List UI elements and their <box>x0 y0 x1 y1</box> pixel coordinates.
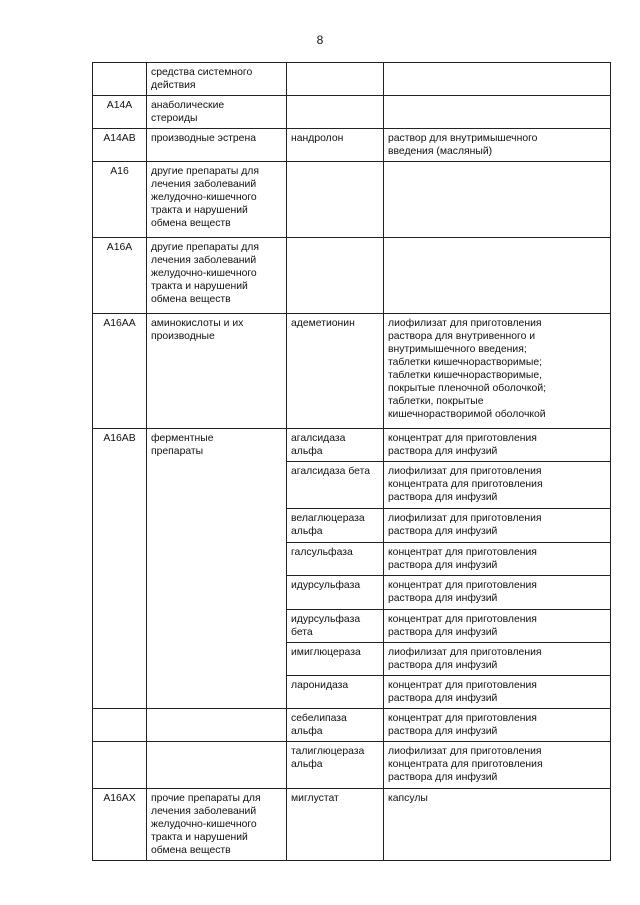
drug-name-cell: идурсульфаза <box>287 576 384 610</box>
drug-name-cell: себелипаза альфа <box>287 709 384 742</box>
drug-name-cell: агалсидаза бета <box>287 462 384 509</box>
drug-name-cell: ларонидаза <box>287 676 384 709</box>
table-body <box>93 63 611 861</box>
group-name-cell: ферментные препараты <box>147 429 287 709</box>
table-row <box>93 742 611 789</box>
dosage-form-cell: капсулы <box>384 789 611 861</box>
dosage-form-cell <box>384 162 611 238</box>
page-number: 8 <box>316 33 324 47</box>
atc-code-cell <box>93 63 147 96</box>
table-row <box>93 709 611 742</box>
group-name-cell: аминокислоты и их производные <box>147 314 287 429</box>
table-row <box>93 789 611 861</box>
dosage-form-cell <box>384 63 611 96</box>
group-name-cell <box>147 709 287 742</box>
atc-code-cell: A16AA <box>93 314 147 429</box>
table-row <box>93 238 611 314</box>
atc-code-cell: A14AB <box>93 129 147 162</box>
dosage-form-cell: концентрат для приготовления раствора для инфузий <box>384 576 611 610</box>
atc-code-cell <box>93 742 147 789</box>
table-row <box>93 429 611 462</box>
drug-name-cell: нандролон <box>287 129 384 162</box>
drug-name-cell: велаглюцераза альфа <box>287 509 384 543</box>
atc-code-cell: A14A <box>93 96 147 129</box>
dosage-form-cell: раствор для внутримышечного введения (масляный) <box>384 129 611 162</box>
dosage-form-cell: лиофилизат для приготовления раствора для инфузий <box>384 509 611 543</box>
drug-name-cell <box>287 96 384 129</box>
drug-name-cell <box>287 162 384 238</box>
dosage-form-cell: лиофилизат для приготовления раствора для внутривенного и внутримышечного введения; таблетки кишечнорастворимые; таблетки кишечнорастворимые, покрытые пленочной оболочкой; таблетки, покрытые кишечнорастворимой оболочкой <box>384 314 611 429</box>
atc-code-cell: A16A <box>93 238 147 314</box>
dosage-form-cell: концентрат для приготовления раствора для инфузий <box>384 429 611 462</box>
dosage-form-cell: концентрат для приготовления раствора для инфузий <box>384 543 611 576</box>
drug-name-cell: идурсульфаза бета <box>287 610 384 643</box>
dosage-form-cell: лиофилизат для приготовления раствора для инфузий <box>384 643 611 676</box>
drug-name-cell: талиглюцераза альфа <box>287 742 384 789</box>
group-name-cell: другие препараты для лечения заболеваний желудочно-кишечного тракта и нарушений обмена веществ <box>147 238 287 314</box>
group-name-cell: другие препараты для лечения заболеваний желудочно-кишечного тракта и нарушений обмена веществ <box>147 162 287 238</box>
atc-code-cell: A16AB <box>93 429 147 709</box>
dosage-form-cell: концентрат для приготовления раствора для инфузий <box>384 610 611 643</box>
table-row <box>93 63 611 96</box>
group-name-cell: производные эстрена <box>147 129 287 162</box>
table-row <box>93 96 611 129</box>
table-row <box>93 129 611 162</box>
drug-name-cell <box>287 238 384 314</box>
dosage-form-cell: лиофилизат для приготовления концентрата для приготовления раствора для инфузий <box>384 742 611 789</box>
group-name-cell: средства системного действия <box>147 63 287 96</box>
drug-name-cell: миглустат <box>287 789 384 861</box>
drug-name-cell: имиглюцераза <box>287 643 384 676</box>
dosage-form-cell <box>384 96 611 129</box>
table-row <box>93 314 611 429</box>
group-name-cell: анаболические стероиды <box>147 96 287 129</box>
atc-code-cell: A16AX <box>93 789 147 861</box>
drug-table <box>92 62 611 861</box>
drug-name-cell: адеметионин <box>287 314 384 429</box>
table-row <box>93 162 611 238</box>
drug-name-cell: галсульфаза <box>287 543 384 576</box>
atc-code-cell <box>93 709 147 742</box>
atc-code-cell: A16 <box>93 162 147 238</box>
dosage-form-cell: лиофилизат для приготовления концентрата для приготовления раствора для инфузий <box>384 462 611 509</box>
dosage-form-cell <box>384 238 611 314</box>
group-name-cell <box>147 742 287 789</box>
drug-name-cell: агалсидаза альфа <box>287 429 384 462</box>
group-name-cell: прочие препараты для лечения заболеваний желудочно-кишечного тракта и нарушений обмена веществ <box>147 789 287 861</box>
drug-name-cell <box>287 63 384 96</box>
dosage-form-cell: концентрат для приготовления раствора для инфузий <box>384 709 611 742</box>
dosage-form-cell: концентрат для приготовления раствора для инфузий <box>384 676 611 709</box>
